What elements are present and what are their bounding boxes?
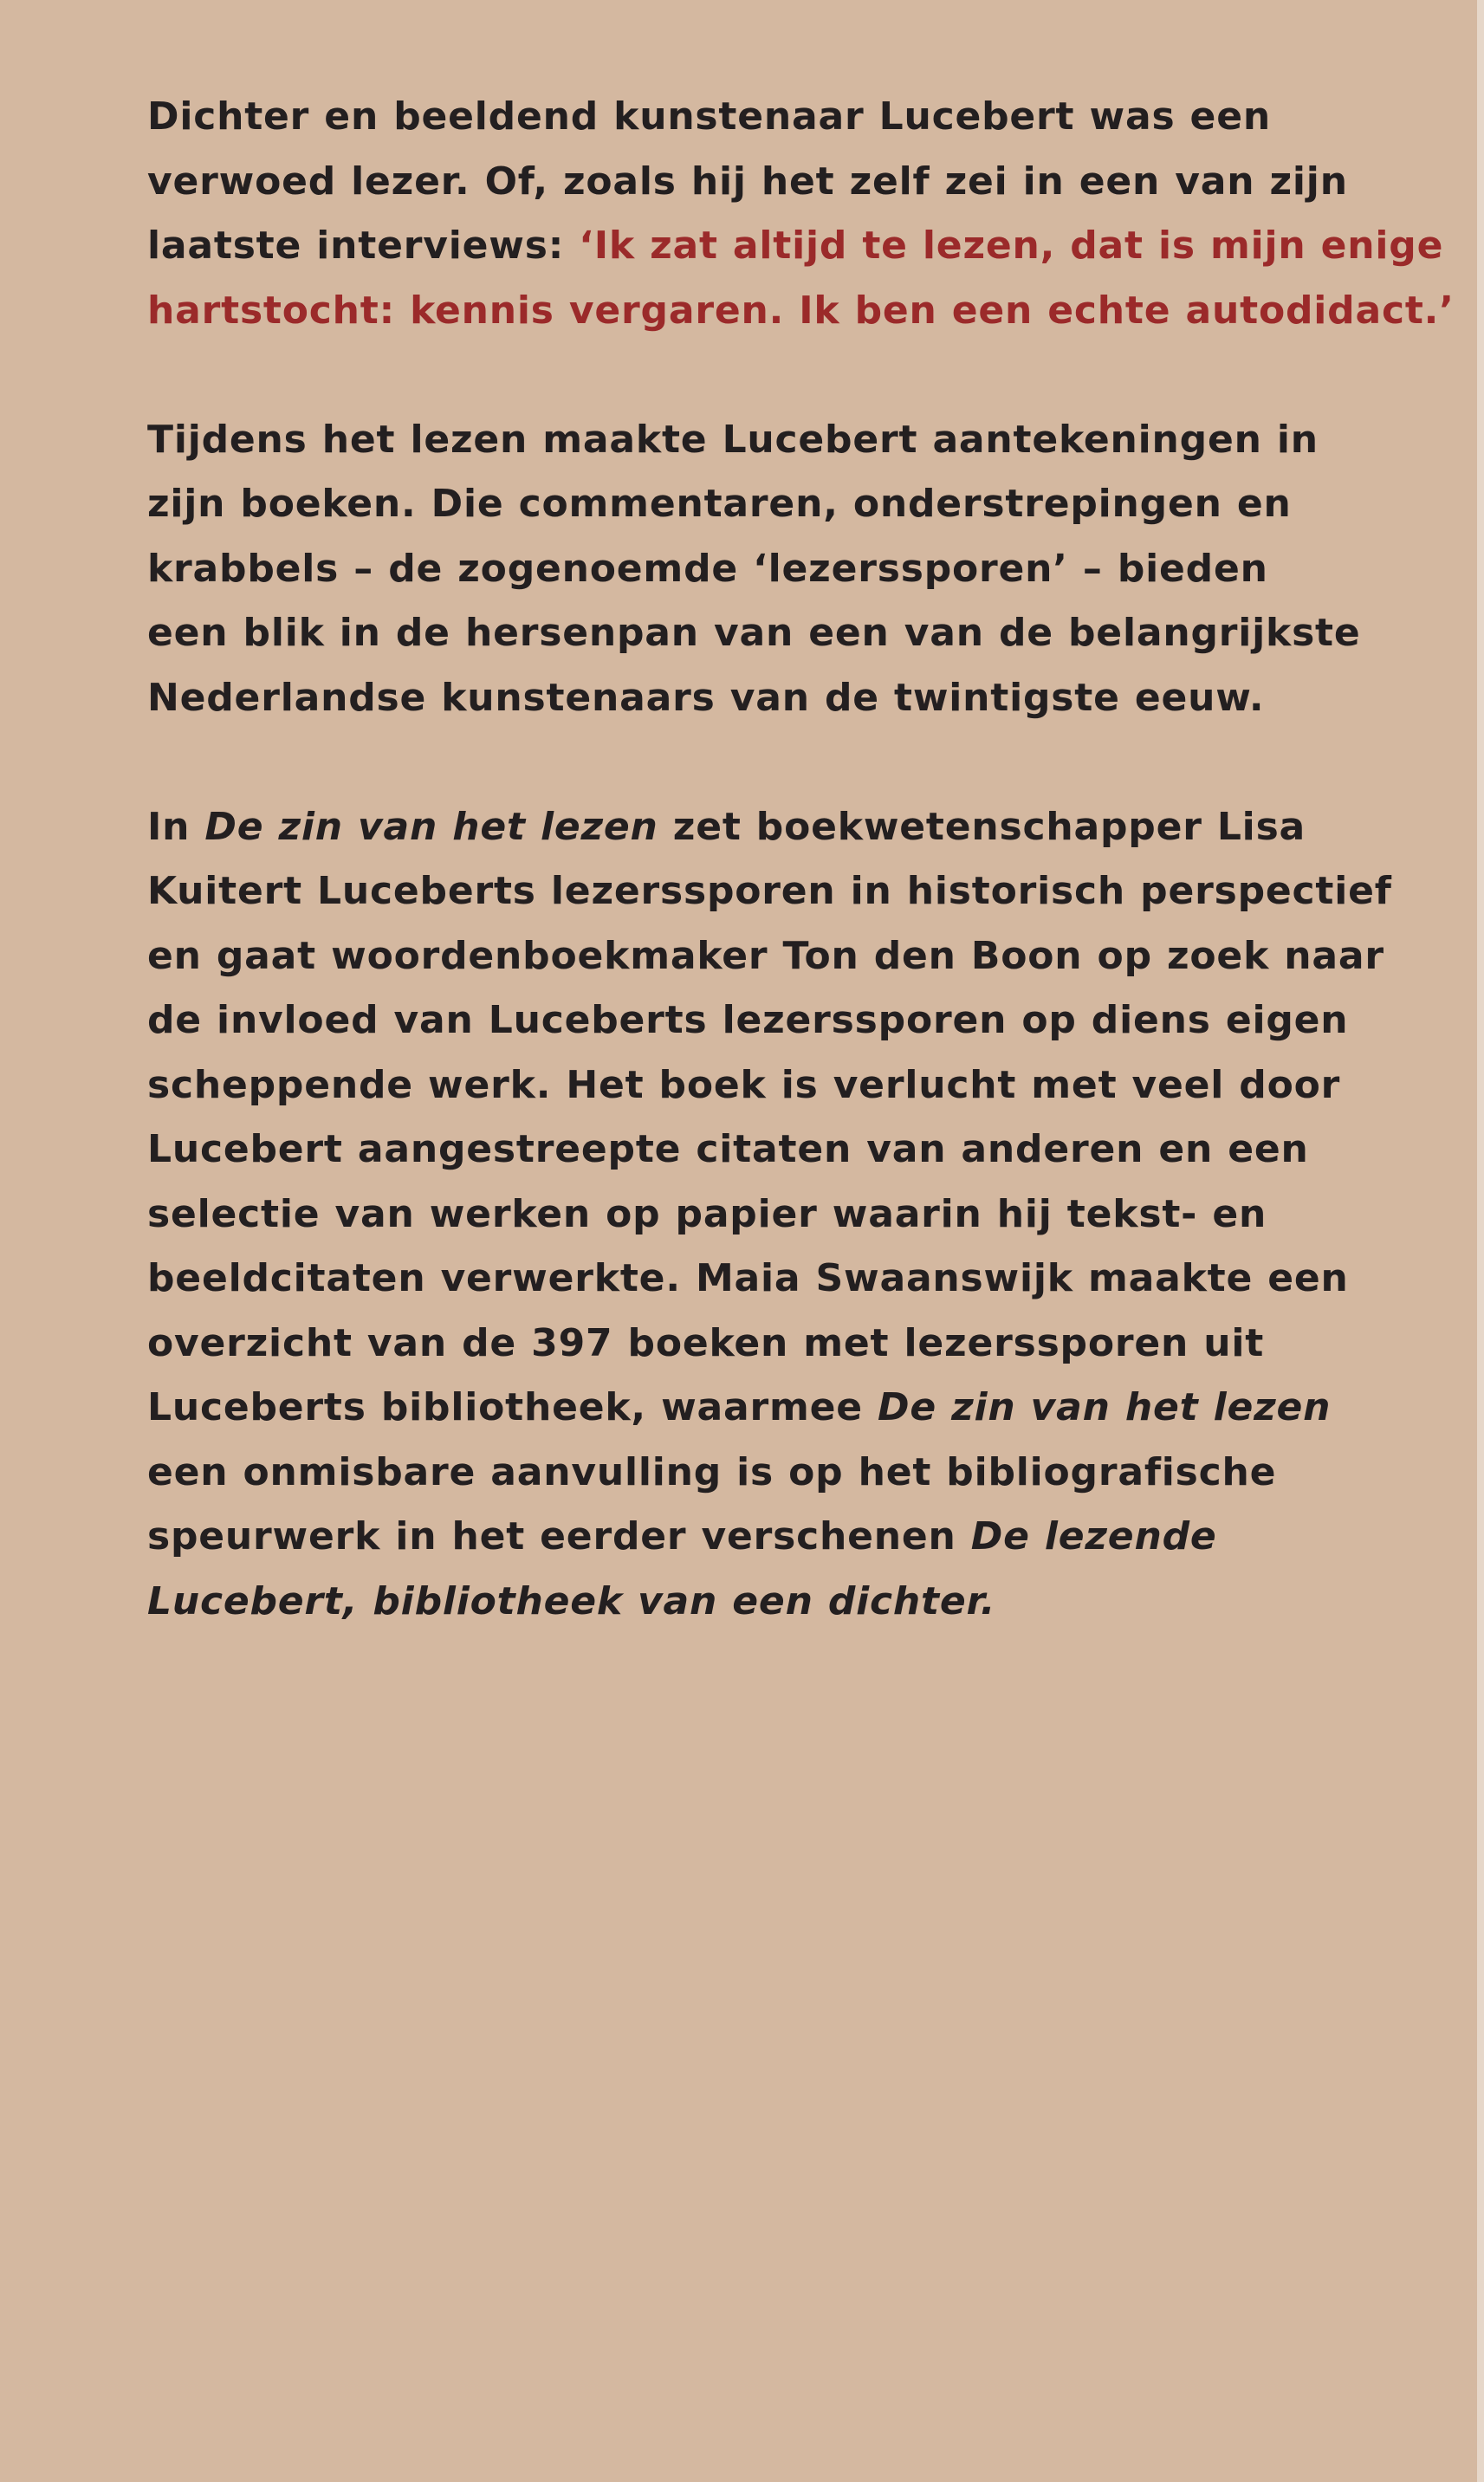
body-text: Kuitert Luceberts lezerssporen in historisch perspectief	[147, 869, 1392, 913]
body-text: selectie van werken op papier waarin hij tekst- en	[147, 1191, 1267, 1236]
body-text: scheppende werk. Het boek is verlucht met veel door	[147, 1062, 1341, 1107]
text-line	[147, 1570, 1429, 1635]
text-line	[147, 1312, 1429, 1377]
page-edge-strip	[1477, 0, 1484, 2482]
body-text: speurwerk in het eerder verschenen	[147, 1514, 971, 1559]
text-line	[147, 1118, 1429, 1183]
text-line	[147, 408, 1429, 473]
book-title-text: De lezende	[970, 1514, 1217, 1559]
text-line	[147, 85, 1429, 150]
body-text: beeldcitaten verwerkte. Maia Swaanswijk maakte een	[147, 1256, 1349, 1300]
paragraph-2	[147, 408, 1429, 731]
text-line	[147, 279, 1455, 344]
text-line	[147, 1376, 1429, 1441]
text-line	[147, 1183, 1429, 1247]
body-text: Nederlandse kunstenaars van de twintigste eeuw.	[147, 675, 1265, 720]
text-line	[147, 214, 1444, 279]
quote-text: ‘Ik zat altijd te lezen, dat is mijn enige	[579, 224, 1444, 268]
text-line	[147, 988, 1429, 1053]
body-text: Dichter en beeldend kunstenaar Lucebert was een	[147, 94, 1271, 139]
body-text: laatste interviews:	[147, 224, 580, 268]
body-text: de invloed van Luceberts lezerssporen op diens eigen	[147, 998, 1349, 1042]
text-line	[147, 1053, 1429, 1118]
body-text: een blik in de hersenpan van een van de belangrijkste	[147, 611, 1361, 655]
text-line	[147, 1505, 1429, 1570]
text-line	[147, 472, 1429, 537]
text-line	[147, 150, 1429, 215]
text-line	[147, 859, 1429, 924]
text-line	[147, 924, 1429, 989]
body-text: In	[147, 804, 205, 849]
body-text: een onmisbare aanvulling is op het bibliografische	[147, 1449, 1277, 1494]
paragraph-3	[147, 795, 1429, 1635]
blurb-text	[147, 85, 1455, 1699]
text-line	[147, 1247, 1429, 1312]
body-text: Luceberts bibliotheek, waarmee	[147, 1385, 878, 1429]
body-text: verwoed lezer. Of, zoals hij het zelf zei in een van zijn	[147, 159, 1348, 204]
quote-text: hartstocht: kennis vergaren. Ik ben een echte autodidact.’	[147, 288, 1455, 333]
body-text: Tijdens het lezen maakte Lucebert aantekeningen in	[147, 417, 1319, 462]
text-line	[147, 601, 1429, 666]
text-line	[147, 666, 1429, 731]
book-title-text: Lucebert, bibliotheek van een dichter.	[147, 1578, 996, 1623]
body-text: zet boekwetenschapper Lisa	[658, 804, 1306, 849]
body-text: overzicht van de 397 boeken met lezerssporen uit	[147, 1320, 1265, 1365]
paragraph-1	[147, 85, 1455, 343]
body-text: en gaat woordenboekmaker Ton den Boon op zoek naar	[147, 933, 1384, 978]
body-text: zijn boeken. Die commentaren, onderstrepingen en	[147, 482, 1292, 526]
body-text: Lucebert aangestreepte citaten van anderen en een	[147, 1127, 1309, 1171]
text-line	[147, 537, 1429, 602]
text-line	[147, 1441, 1429, 1506]
book-title-text: De zin van het lezen	[204, 804, 658, 849]
body-text: krabbels – de zogenoemde ‘lezerssporen’ – bieden	[147, 546, 1268, 591]
text-line	[147, 795, 1429, 860]
book-title-text: De zin van het lezen	[878, 1385, 1332, 1429]
